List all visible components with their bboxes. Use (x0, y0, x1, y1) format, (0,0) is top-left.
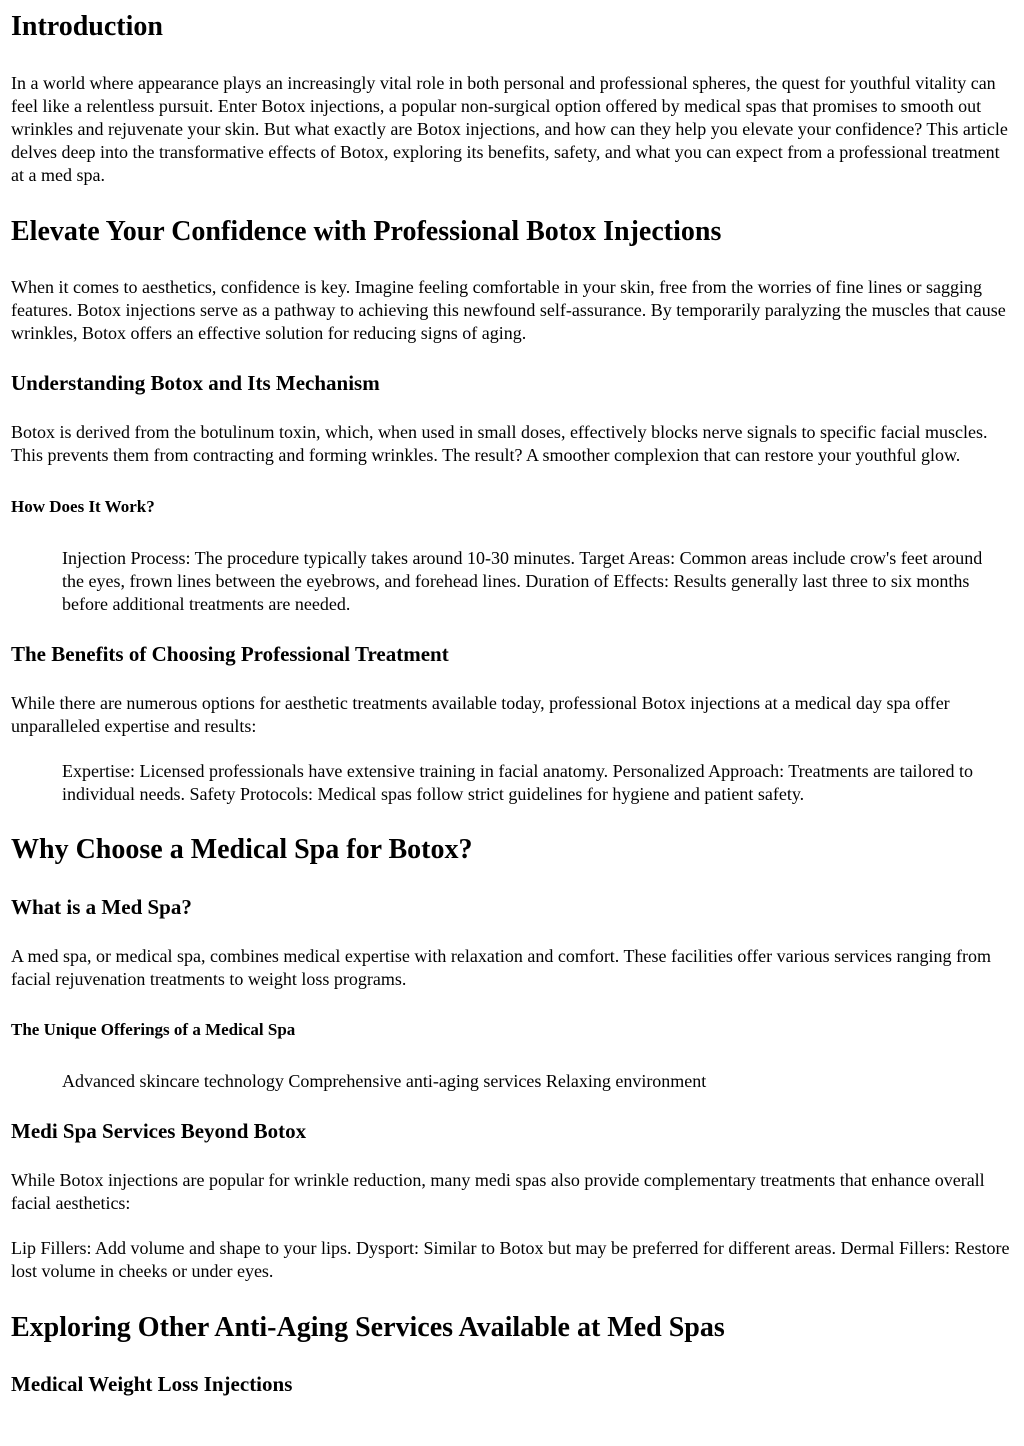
list-how-it-works: Injection Process: The procedure typically takes around 10-30 minutes. Target Areas: Common areas include crow's feet around the eyes, frown lines between the eyebrows, and forehead lines. Duration of Effects: Results generally last three to six months before additional treatments are needed. (62, 548, 983, 614)
paragraph-fillers: Lip Fillers: Add volume and shape to your lips. Dysport: Similar to Botox but may be preferred for different areas. Dermal Fillers: Restore lost volume in cheeks or under eyes. (11, 1238, 1010, 1281)
heading-medi-spa-services: Medi Spa Services Beyond Botox (11, 1119, 307, 1143)
heading-introduction: Introduction (11, 11, 163, 42)
heading-elevate-confidence: Elevate Your Confidence with Professional Botox Injections (11, 216, 722, 247)
paragraph-benefits: While there are numerous options for aesthetic treatments available today, professional Botox injections at a medical day spa offer unparalleled expertise and results: (11, 693, 950, 736)
heading-how-does-it-work: How Does It Work? (11, 497, 155, 516)
paragraph-understanding-botox: Botox is derived from the botulinum toxin, which, when used in small doses, effectively blocks nerve signals to specific facial muscles. This prevents them from contracting and forming wrinkles. The result? A smoother complexion that can restore your youthful glow. (11, 422, 988, 465)
paragraph-medi-spa-services: While Botox injections are popular for wrinkle reduction, many medi spas also provide complementary treatments that enhance overall facial aesthetics: (11, 1170, 985, 1213)
paragraph-elevate-confidence: When it comes to aesthetics, confidence is key. Imagine feeling comfortable in your skin, free from the worries of fine lines or sagging features. Botox injections serve as a pathway to achieving this newfound self-assurance. By temporarily paralyzing the muscles that cause wrinkles, Botox offers an effective solution for reducing signs of aging. (11, 277, 1006, 343)
heading-understanding-botox: Understanding Botox and Its Mechanism (11, 371, 380, 395)
heading-benefits: The Benefits of Choosing Professional Treatment (11, 642, 449, 666)
heading-what-is-med-spa: What is a Med Spa? (11, 895, 192, 919)
heading-weight-loss-injections: Medical Weight Loss Injections (11, 1372, 293, 1396)
paragraph-what-is-med-spa: A med spa, or medical spa, combines medical expertise with relaxation and comfort. These facilities offer various services ranging from facial rejuvenation treatments to weight loss programs. (11, 946, 992, 989)
paragraph-introduction: In a world where appearance plays an increasingly vital role in both personal and professional spheres, the quest for youthful vitality can feel like a relentless pursuit. Enter Botox injections, a popular non-surgical option offered by medical spas that promises to smooth out wrinkles and rejuvenate your skin. But what exactly are Botox injections, and how can they help you elevate your confidence? This article delves deep into the transformative effects of Botox, exploring its benefits, safety, and what you can expect from a professional treatment at a med spa. (11, 73, 1008, 185)
list-benefits: Expertise: Licensed professionals have extensive training in facial anatomy. Personalized Approach: Treatments are tailored to individual needs. Safety Protocols: Medical spas follow strict guidelines for hygiene and patient safety. (62, 761, 974, 804)
heading-why-medical-spa: Why Choose a Medical Spa for Botox? (11, 834, 473, 865)
heading-unique-offerings: The Unique Offerings of a Medical Spa (11, 1020, 296, 1039)
list-unique-offerings: Advanced skincare technology Comprehensive anti-aging services Relaxing environment (62, 1071, 707, 1091)
heading-exploring-anti-aging: Exploring Other Anti-Aging Services Available at Med Spas (11, 1312, 725, 1343)
